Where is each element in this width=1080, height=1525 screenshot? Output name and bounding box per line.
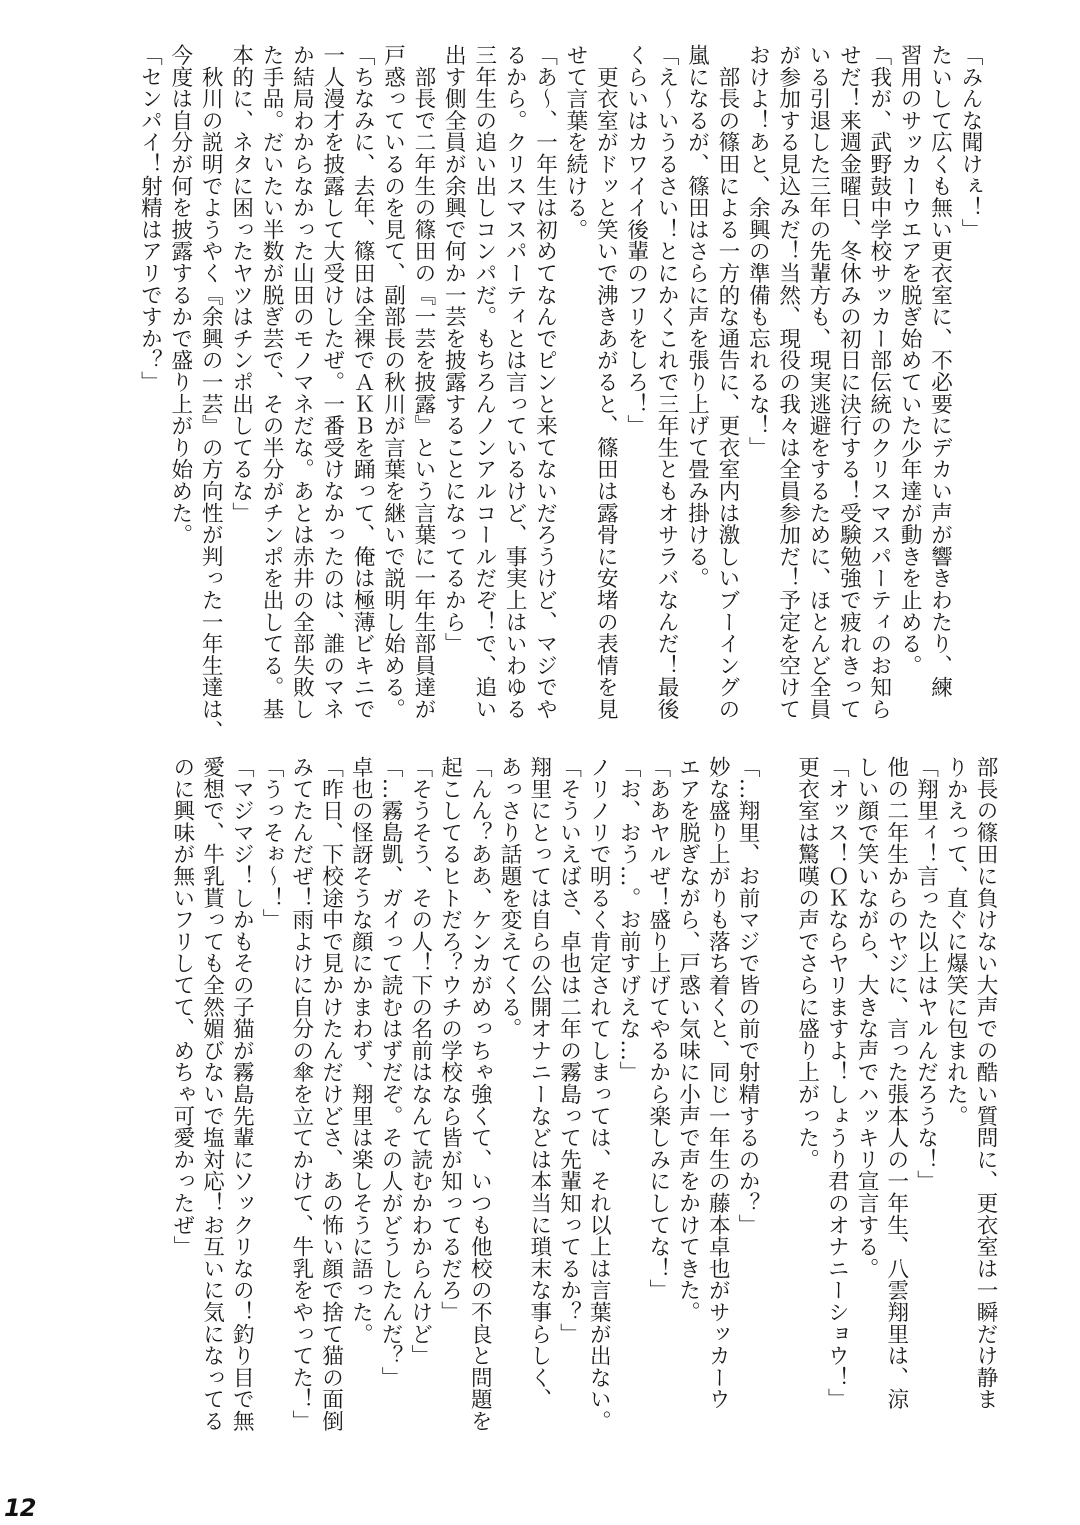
text-line: 「マジマジ！しかもその子猫が霧島先輩にソックリなの！釣り目で無 [229,756,255,1432]
text-line: 翔里にとっては自らの公開オナニーなどは本当に瑣末な事らしく、 [526,756,552,1410]
text-line: 「んん？ああ、ケンカがめっちゃ強くて、いつも他校の不良と問題を [467,756,493,1432]
text-line: 「センパイ！射精はアリですか？」 [137,44,163,393]
text-line: 愛想で、牛乳貰っても全然媚びないで塩対応！お互いに気になってる [199,756,225,1432]
text-line: エアを脱ぎながら、戸惑い気味に小声で声をかけてきた。 [675,756,701,1323]
text-line: 「我が、武野鼓中学校サッカー部伝統のクリスマスパーティのお知ら [866,44,892,720]
text-line: 部長で二年生の篠田の『一芸を披露』という言葉に一年生部員達が [410,44,436,720]
text-line: 「そういえばさ、卓也は二年の霧島って先輩知ってるか？」 [556,756,582,1345]
text-line: るから。クリスマスパーティとは言っているけど、事実上はいわゆる [502,44,528,720]
text-block-upper [134,44,985,742]
text-line: 三年生の追い出しコンパだ。もちろんノンアルコールだぞ！で、追い [471,44,497,720]
text-line: 起こしてるヒトだろ？ウチの学校なら皆が知ってるだろ」 [437,756,463,1323]
text-line: せだ！来週金曜日、冬休みの初日に決行する！受験勉強で疲れきって [836,44,862,720]
text-line: せて言葉を続ける。 [562,44,588,241]
text-line: 本的に、ネタに困ったヤツはチンポ出してるな」 [228,44,254,524]
text-line: 戸惑っているのを見て、副部長の秋川が言葉を継いで説明し始める。 [380,44,406,720]
text-line: りかえって、直ぐに爆笑に包まれた。 [943,756,969,1127]
text-line: 今度は自分が何を披露するかで盛り上がり始めた。 [167,44,193,546]
text-line: 部長の篠田に負けない大声での酷い質問に、更衣室は一瞬だけ静ま [973,756,998,1410]
text-line: いる引退した三年の先輩方も、現実逃避をするために、ほとんど全員 [806,44,832,720]
text-line: 「え～いうるさい！とにかくこれで三年生ともオサラバなんだ！最後 [654,44,680,720]
text-line: 「そうそう、その人！下の名前はなんて読むかわからんけど」 [407,756,433,1367]
text-line: 「ちなみに、去年、篠田は全裸でＡＫＢを踊って、俺は極薄ビキニで [350,44,376,720]
text-line: 嵐になるが、篠田はさらに声を張り上げて畳み掛ける。 [684,44,710,589]
text-line: 習用のサッカーウエアを脱ぎ始めていた少年達が動きを止める。 [897,44,923,677]
text-line: 「昨日、下校途中で見かけたんだけどさ、あの怖い顔で捨て猫の面倒 [318,756,344,1432]
text-line: ノリノリで明るく肯定されてしまっては、それ以上は言葉が出ない。 [586,756,612,1432]
text-line: 一人漫才を披露して大受けしたぜ。一番受けなかったのは、誰のマネ [319,44,345,720]
text-line: 「お、おう…。お前すげえな…」 [616,756,641,1083]
text-line: 他の二年生からのヤジに、言った張本人の一年生、八雲翔里は、涼 [883,756,909,1410]
text-line: 更衣室がドッと笑いで沸きあがると、篠田は露骨に安堵の表情を見 [593,44,619,720]
text-line: 「オッス！ＯＫならヤリますよ！しょうり君のオナニーショウ！」 [824,756,850,1410]
text-line: が参加する見込みだ！当然、現役の我々は全員参加だ！予定を空けて [775,44,801,720]
page-number: 12 [4,1494,36,1522]
text-line: みてたんだぜ！雨よけに自分の傘を立てかけて、牛乳をやってた！」 [288,756,314,1432]
text-line: た手品。だいたい半数が脱ぎ芸で、その半分がチンポを出してる。基 [259,44,285,720]
text-line: のに興味が無いフリしてて、めちゃ可愛かったぜ」 [169,756,195,1258]
text-line: 秋川の説明でようやく『余興の一芸』の方向性が判った一年生達は、 [198,44,224,742]
text-line: 出す側全員が余興で何か一芸を披露することになってるから」 [441,44,467,655]
text-line: 卓也の怪訝そうな顔にかまわず、翔里は楽しそうに語った。 [348,756,374,1345]
text-line: 「翔里ィ！言った以上はヤルんだろうな！」 [913,756,939,1192]
text-line: 更衣室は驚嘆の声でさらに盛り上がった。 [794,756,820,1171]
text-line [762,756,792,1416]
text-line: 「…霧島凱、ガイって読むはずだぞ。その人がどうしたんだ？」 [378,756,403,1389]
text-line: くらいはカワイイ後輩のフリをしろ！」 [623,44,649,437]
text-line: 妙な盛り上がりも落ち着くと、同じ一年生の藤本卓也がサッカーウ [705,756,731,1410]
text-line: 部長の篠田による一方的な通告に、更衣室内は激しいブーイングの [714,44,740,720]
text-line: 「あ～、一年生は初めてなんでピンと来てないだろうけど、マジでや [532,44,558,720]
text-line: か結局わからなかった山田のモノマネだな。あとは赤井の全部失敗し [289,44,315,720]
text-line: しい顔で笑いながら、大きな声でハッキリ宣言する。 [854,756,879,1280]
text-block-lower [167,756,1000,1432]
text-line: 「…翔里、お前マジで皆の前で射精するのか？」 [735,756,760,1236]
text-line: おけよ！あと、余興の準備も忘れるな！」 [745,44,771,459]
text-line: たいして広くも無い更衣室に、不必要にデカい声が響きわたり、練 [927,44,953,698]
text-line: 「みんな聞けぇ！」 [958,44,983,241]
text-line: 「うっそぉ～！」 [259,756,284,931]
text-line: あっさり話題を変えてくる。 [497,756,522,1040]
text-line: 「ああヤルぜ！盛り上げてやるから楽しみにしてな！」 [645,756,671,1301]
